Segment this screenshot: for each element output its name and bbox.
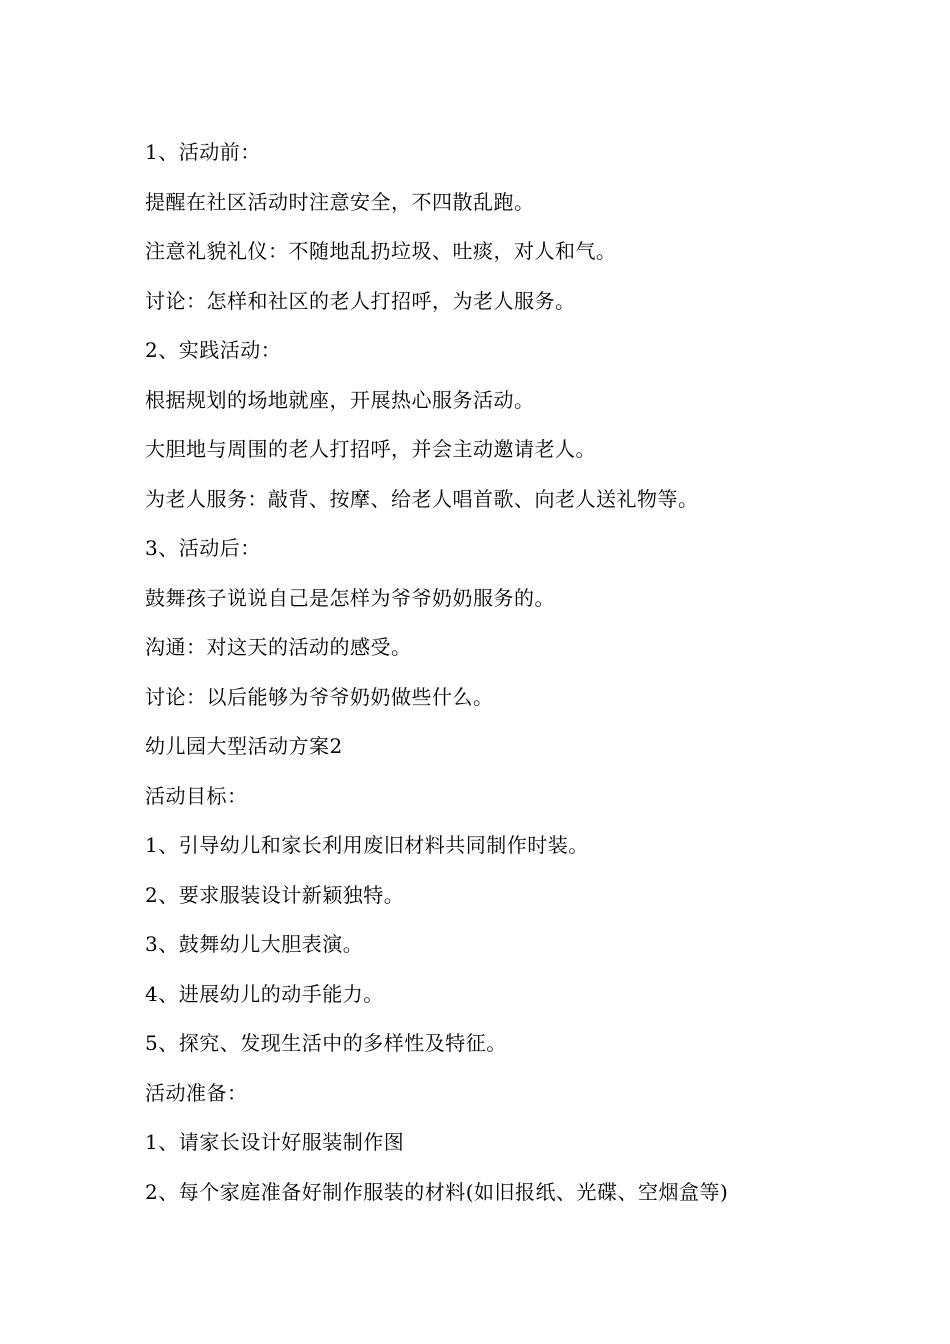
- document-body: [145, 132, 865, 1221]
- paragraph-line: 讨论：以后能够为爷爷奶奶做些什么。: [145, 684, 494, 709]
- practice-activity-heading: 2、实践活动：: [145, 338, 282, 362]
- list-item: 3、鼓舞幼儿大胆表演。: [145, 932, 364, 956]
- pre-activity-heading: 1、活动前：: [145, 140, 261, 164]
- post-activity-heading: 3、活动后：: [145, 536, 261, 560]
- goals-heading: 活动目标：: [145, 783, 248, 808]
- preparation-heading: 活动准备：: [145, 1080, 248, 1105]
- list-item: 1、引导幼儿和家长利用废旧材料共同制作时装。: [145, 833, 589, 857]
- list-item: 4、进展幼儿的动手能力。: [145, 981, 384, 1006]
- paragraph-line: 讨论：怎样和社区的老人打招呼，为老人服务。: [145, 288, 576, 313]
- list-item: 5、探究、发现生活中的多样性及特征。: [145, 1031, 507, 1055]
- paragraph-line: 为老人服务：敲背、按摩、给老人唱首歌、向老人送礼物等。: [145, 486, 699, 511]
- list-item: 1、请家长设计好服装制作图: [145, 1130, 405, 1154]
- plan-title: 幼儿园大型活动方案2: [145, 734, 343, 758]
- paragraph-line: 根据规划的场地就座，开展热心服务活动。: [145, 387, 535, 412]
- paragraph-line: 大胆地与周围的老人打招呼，并会主动邀请老人。: [145, 437, 596, 461]
- paragraph-line: 提醒在社区活动时注意安全，不四散乱跑。: [145, 189, 535, 214]
- list-item: 2、要求服装设计新颖独特。: [145, 882, 405, 907]
- paragraph-line: 鼓舞孩子说说自己是怎样为爷爷奶奶服务的。: [145, 585, 555, 610]
- list-item: 2、每个家庭准备好制作服装的材料(如旧报纸、光碟、空烟盒等): [145, 1179, 729, 1204]
- paragraph-line: 沟通：对这天的活动的感受。: [145, 635, 412, 659]
- paragraph-line: 注意礼貌礼仪：不随地乱扔垃圾、吐痰，对人和气。: [145, 239, 617, 263]
